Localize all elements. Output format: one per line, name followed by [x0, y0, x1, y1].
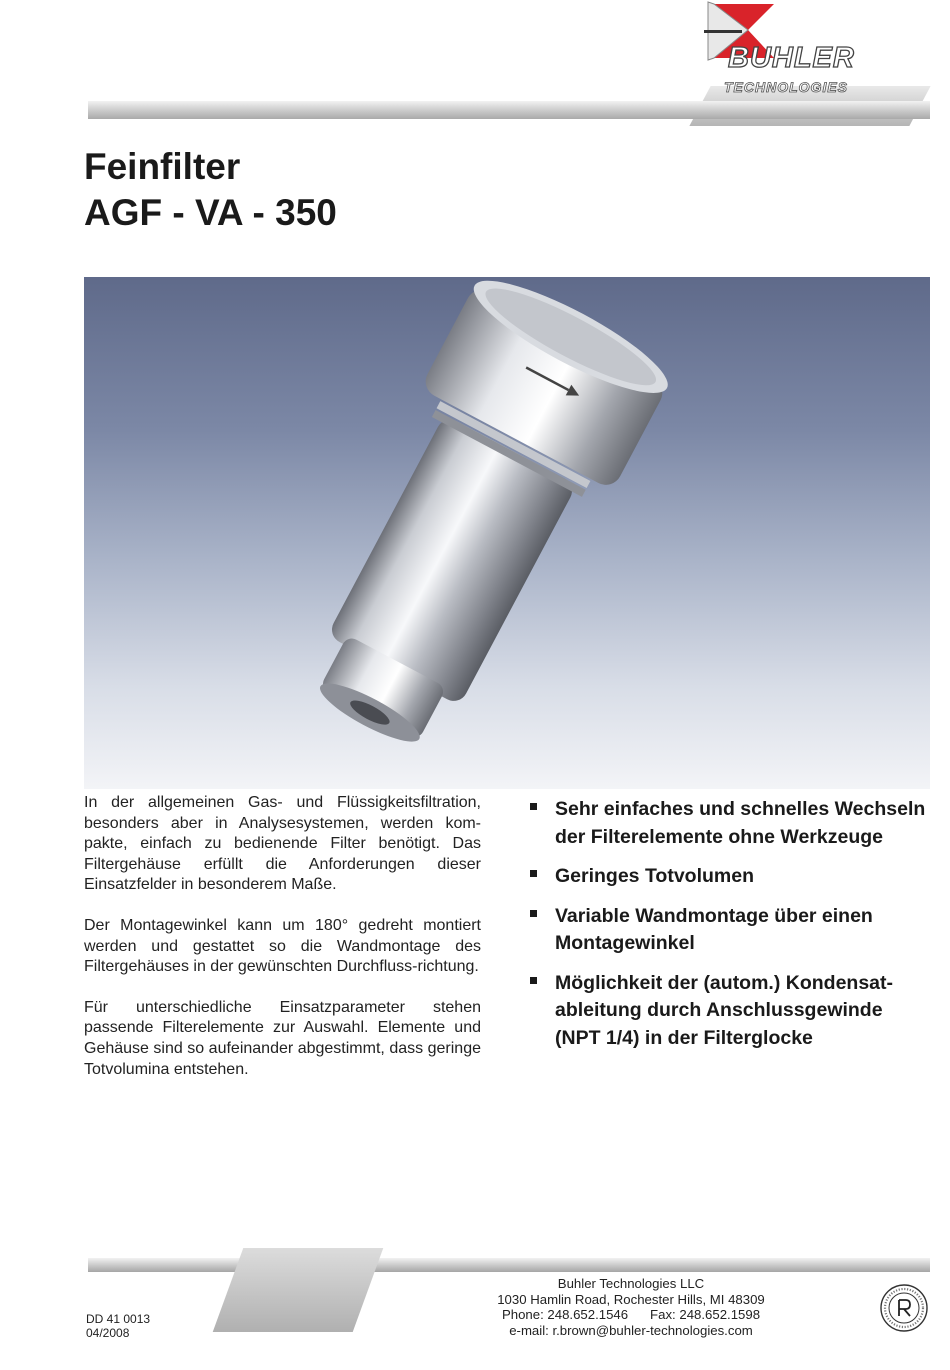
intro-paragraph: In der allgemeinen Gas- und Flüssigkeitsfiltration, besonders aber in Analysesystemen, werden kom-pakte, einfach zu bedienende Filter benötigt. Das Filtergehäuse erfüllt die Anforderungen dieser Einsatzfelder in besonderem Maße.: [84, 794, 481, 894]
document-code: [86, 1312, 150, 1340]
feature-text: Möglichkeit der (autom.) Kondensat-ableitung durch Anschlussgewinde (NPT 1/4) in der Filterglocke: [555, 971, 894, 1049]
feature-item: [530, 863, 930, 891]
bullet-square-icon: [530, 910, 537, 917]
company-name: Buhler Technologies LLC: [557, 1276, 705, 1291]
brand-subline: TECHNOLOGIES: [724, 79, 849, 95]
intro-paragraph: Der Montagewinkel kann um 180° gedreht montiert werden und gestattet so die Wandmontage des Filtergehäuses in der gewünschten Durchfluss-richtung.: [84, 916, 481, 976]
page-title: [84, 144, 337, 236]
feature-item: [530, 903, 930, 958]
bullet-square-icon: [530, 803, 537, 810]
description-column: [84, 793, 481, 1100]
bullet-square-icon: [530, 870, 537, 877]
brand-name: BUHLER: [728, 42, 855, 74]
feature-item: [530, 970, 930, 1053]
footer-bar: [88, 1258, 930, 1272]
bullet-square-icon: [530, 977, 537, 984]
registered-quality-seal-icon: [879, 1283, 929, 1333]
header-bar: [88, 101, 930, 119]
title-line-2: AGF - VA - 350: [84, 192, 337, 233]
footer-bar-slant: [213, 1248, 384, 1332]
product-photo: [84, 277, 930, 789]
feature-text: Geringes Totvolumen: [555, 865, 754, 887]
filter-housing-illustration: [84, 277, 930, 789]
phone-fax: Phone: 248.652.1546 Fax: 248.652.1598: [501, 1307, 761, 1322]
title-line-1: Feinfilter: [84, 146, 241, 187]
email-link[interactable]: e-mail: r.brown@buhler-technologies.com: [509, 1322, 753, 1338]
feature-text: Sehr einfaches und schnelles Wechseln der Filterelemente ohne Werkzeuge: [555, 798, 926, 848]
street-address: 1030 Hamlin Road, Rochester Hills, MI 48309: [497, 1291, 765, 1307]
company-address: [470, 1276, 792, 1338]
doc-date: 04/2008: [86, 1326, 130, 1340]
intro-paragraph: Für unterschiedliche Einsatzparameter stehen passende Filterelemente zur Auswahl. Elemente und Gehäuse sind so aufeinander abgestimmt, dass geringe Totvolumina entstehen.: [84, 998, 481, 1078]
feature-list: [530, 796, 930, 1064]
doc-number: DD 41 0013: [86, 1312, 151, 1326]
feature-text: Variable Wandmontage über einen Montagewinkel: [555, 904, 873, 954]
feature-item: [530, 796, 930, 851]
